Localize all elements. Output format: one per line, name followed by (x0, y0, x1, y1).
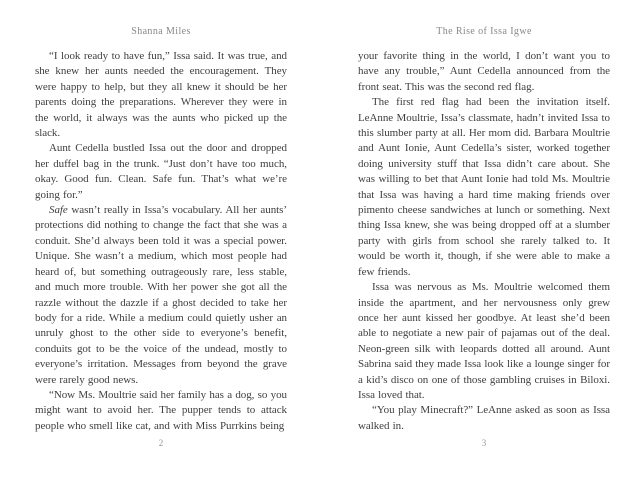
text-run: Issa was nervous as Ms. Moultrie welcomed them inside the apartment, and her nervousness only grew once her aunt kissed her goodbye. At least she’d been able to negotiate a new pair of pajamas out of the deal. Neon-green silk with leopards dotted all around. Aunt Sabrina said they made Issa look like a lounge singer for a kid’s disco on one of those gambling cruises in Biloxi. Issa loved that. (358, 281, 610, 401)
text-run: your favorite thing in the world, I don’t want you to have any trouble,” Aunt Cedella announced from the front seat. This was the second red flag. (358, 50, 610, 93)
left-page (35, 0, 287, 480)
paragraph (35, 203, 287, 388)
paragraph (358, 280, 610, 403)
text-run: “You play Minecraft?” LeAnne asked as soon as Issa walked in. (358, 404, 610, 432)
paragraph (358, 49, 610, 95)
running-header-title: The Rise of Issa Igwe (436, 26, 532, 37)
right-page-body (358, 49, 610, 434)
paragraph (35, 141, 287, 203)
text-run: Aunt Cedella bustled Issa out the door and dropped her duffel bag in the trunk. “Just don’t have too much, okay. Good fun. Clean. Safe fun. That’s what we’re going for.” (35, 142, 287, 201)
page-number-right: 3 (481, 438, 487, 448)
left-page-body (35, 49, 287, 434)
paragraph (358, 95, 610, 280)
page-number-left: 2 (158, 438, 164, 448)
text-run: “I look ready to have fun,” Issa said. It was true, and she knew her aunts needed the encouragement. They were happy to help, but they all knew it should be her parents doing the preparations. Wherever they were in the world, it always was the aunts who picked up the slack. (35, 50, 287, 140)
paragraph (35, 388, 287, 434)
running-header-author: Shanna Miles (131, 26, 191, 37)
text-run: wasn’t really in Issa’s vocabulary. All her aunts’ protections did nothing to change the fact that she was a conduit. She’d always been told it was a special power. Unique. She wasn’t a medium, which most people had heard of, but something outrageously rare, less stable, and much more trouble. With her power she got all the razzle without the dazzle if a ghost decided to take her body for a ride. While a medium could quietly usher an unruly ghost to the other side to everyone’s benefit, conduits got to be the voice of the undead, mostly to everyone’s irritation. Messages from beyond the grave were rarely good news. (35, 204, 287, 386)
text-run: The first red flag had been the invitation itself. LeAnne Moultrie, Issa’s classmate, hadn’t invited Issa to this slumber party at all. Her mom did. Barbara Moultrie and Aunt Ionie, Aunt Cedella’s sister, worked together doing university stuff that Issa didn’t care about. She was willing to bet that Aunt Ionie had told Ms. Moultrie that Issa was having a hard time making friends over pimento cheese sandwiches at lunch or something. Next thing Issa knew, she was being dropped off at a slumber party with girls from school she rarely talked to. It would be worth it, though, if she were able to make a few friends. (358, 96, 610, 278)
paragraph (35, 49, 287, 141)
text-run: “Now Ms. Moultrie said her family has a dog, so you might want to avoid her. The pupper tends to attack people who smell like cat, and with Miss Purrkins being (35, 388, 287, 432)
italic-text-run: Safe (49, 204, 68, 217)
right-page (358, 0, 610, 480)
paragraph (358, 403, 610, 434)
